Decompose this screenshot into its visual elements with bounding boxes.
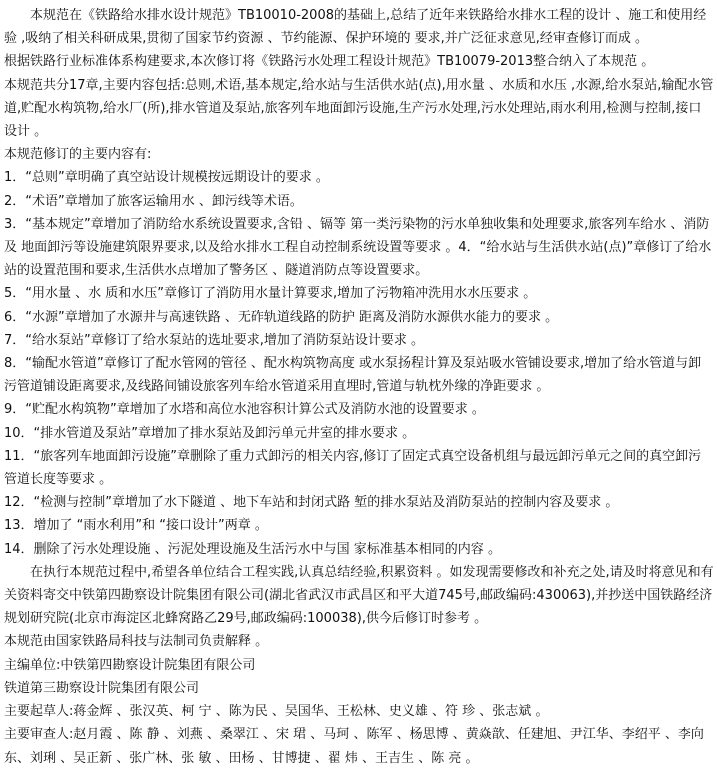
chief-editor-unit: 主编单位:中铁第四勘察设计院集团有限公司 xyxy=(4,657,256,673)
revision-item-2: 2．“术语”章增加了旅客运输用水 、卸污线等术语。 xyxy=(4,193,303,209)
revision-item-11: 11．“旅客列车地面卸污设施”章删除了重力式卸污的相关内容,修订了固定式真空设备机组与最远卸污单元之间的真空卸污管道长度等要求 。 xyxy=(4,448,702,488)
intro-paragraph: 本规范在《铁路给水排水设计规范》TB10010-2008的基础上,总结了近年来铁路给水排水工程的设计 、施工和使用经验 ,吸纳了相关科研成果,贯彻了国家节约资源 、节约能源、保护环境的 要求,并广泛征求意见,经审查修订而成 。 xyxy=(4,8,707,47)
revision-heading: 本规范修订的主要内容有: xyxy=(4,147,152,163)
revision-item-8: 8．“输配水管道”章修订了配水管网的管径 、配水构筑物高度 或水泵扬程计算及泵站吸水管铺设要求,增加了给水管道与卸污管道铺设距离要求,及线路间铺设旅客列车给水管道采用直埋时,管道与轨枕外缘的净距要求 。 xyxy=(4,356,702,395)
revision-item-5: 5．“用水量 、水 质和水压”章修订了消防用水量计算要求,增加了污物箱冲洗用水水压要求 。 xyxy=(4,286,537,302)
revision-item-14: 14．删除了污水处理设施 、污泥处理设施及生活污水中与国 家标准基本相同的内容 。 xyxy=(4,541,501,557)
drafters-list: 主要起草人:蒋金辉 、张汉英、柯 宁 、陈为民 、吴国华、王松林、史义雄 、符 珍 、张志斌 。 xyxy=(4,704,549,720)
revision-item-9: 9．“贮配水构筑物”章增加了水塔和高位水池容积计算公式及消防水池的设置要求 。 xyxy=(4,402,485,418)
revision-item-13: 13．增加了 “雨水利用”和 “接口设计”两章 。 xyxy=(4,518,268,534)
chapter-summary-paragraph: 本规范共分17章,主要内容包括:总则,术语,基本规定,给水站与生活供水站(点),用水量 、水质和水压 ,水源,给水泵站,输配水管道,贮配水构筑物,给水厂(所),排水管道及泵站,旅客列车地面卸污设施,生产污水处理,污水处理站,雨水利用,检测与控制,接口设计 。 xyxy=(4,77,714,140)
revision-item-3-4: 3．“基本规定”章增加了消防给水系统设置要求,含铅 、镉等 第一类污染物的污水单独收集和处理要求,旅客列车给水 、消防及 地面卸污等设施建筑限界要求,以及给水排水工程自动控制系统设置等要求 。4．“给水站与生活供水站(点)”章修订了给水站的设置范围和要求,生活供水点增加了警务区 、隧道消防点等设置要求。 xyxy=(4,216,712,279)
co-editor-unit: 铁道第三勘察设计院集团有限公司 xyxy=(4,680,200,696)
integration-paragraph: 根据铁路行业标准体系构建要求,本次修订将《铁路污水处理工程设计规范》TB10079-2013整合纳入了本规范 。 xyxy=(4,54,655,70)
revision-item-7: 7．“给水泵站”章修订了给水泵站的选址要求,增加了消防泵站设计要求 。 xyxy=(4,332,425,348)
reviewers-list: 主要审查人:赵月霞 、陈 静 、刘燕 、桑翠江 、宋 珺 、马珂 、陈军 、杨思博 、黄焱歆、任建旭、尹江华、李绍平 、李向东、刘琍 、吴正新 、张广林、张 敏 、田杨 、甘博捷 、翟 炜 、王吉生 、陈 亮 。 xyxy=(4,727,704,766)
feedback-paragraph: 在执行本规范过程中,希望各单位结合工程实践,认真总结经验,积累资料 。如发现需要修改和补充之处,请及时将意见和有关资料寄交中铁第四勘察设计院集团有限公司(湖北省武汉市武昌区和平大道745号,邮政编码:430063),并抄送中国铁路经济规划研究院(北京市海淀区北蜂窝路乙29号,邮政编码:100038),供今后修订时参考 。 xyxy=(4,564,714,627)
revision-item-6: 6．“水源”章增加了水源井与高速铁路 、无砟轨道线路的防护 距离及消防水源供水能力的要求 。 xyxy=(4,309,559,325)
revision-item-1: 1．“总则”章明确了真空站设计规模按远期设计的要求 。 xyxy=(4,170,329,186)
revision-item-12: 12．“检测与控制”章增加了水下隧道 、地下车站和封闭式路 堑的排水泵站及消防泵站的控制内容及要求 。 xyxy=(4,495,619,511)
interpretation-paragraph: 本规范由国家铁路局科技与法制司负责解释 。 xyxy=(4,634,269,650)
revision-item-10: 10．“排水管道及泵站”章增加了排水泵站及卸污单元井室的排水要求 。 xyxy=(4,425,416,441)
